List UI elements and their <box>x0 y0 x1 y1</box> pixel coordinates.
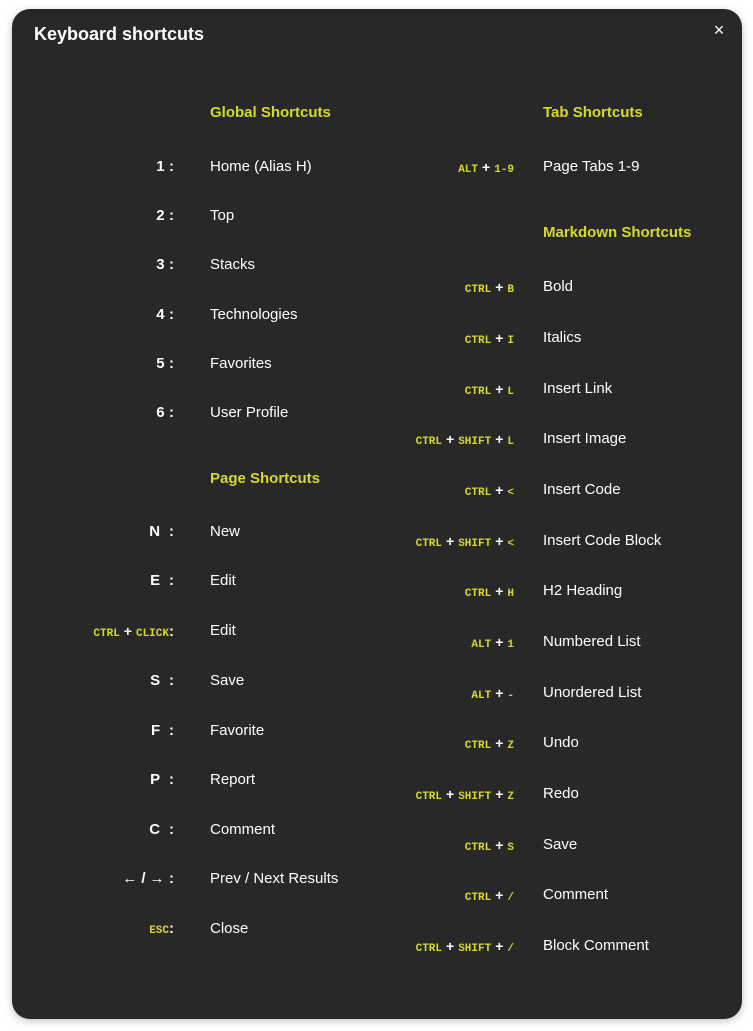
shortcut-key: ALT + 1-9 <box>458 159 514 176</box>
shortcut-key: F : <box>150 722 174 739</box>
shortcut-key: ALT + 1 <box>471 634 514 651</box>
arrow-right-icon: → <box>149 870 165 887</box>
shortcut-key: 3 : <box>156 256 174 273</box>
shortcut-description: Technologies <box>210 306 298 323</box>
shortcut-description: Page Tabs 1-9 <box>543 158 640 175</box>
shortcut-description: Unordered List <box>543 684 642 701</box>
shortcut-key: CTRL + L <box>464 381 514 398</box>
shortcut-description: Favorites <box>210 355 272 372</box>
shortcut-description: Comment <box>210 821 276 838</box>
shortcut-key: S : <box>150 672 174 689</box>
shortcut-description: Insert Link <box>543 380 613 397</box>
shortcut-key: CTRL + SHIFT + < <box>415 533 514 550</box>
shortcut-key: CTRL + Z <box>464 735 514 752</box>
shortcut-description: Favorite <box>210 722 265 739</box>
shortcut-key: CTRL + S <box>464 837 514 854</box>
shortcut-key: 1 : <box>156 158 174 175</box>
shortcut-key: C : <box>149 821 174 838</box>
shortcut-description: Insert Image <box>543 430 627 447</box>
shortcut-key: CTRL + SHIFT + L <box>415 431 514 448</box>
shortcut-description: Italics <box>543 329 582 346</box>
shortcut-description: Redo <box>543 785 579 802</box>
shortcut-description: Comment <box>543 886 609 903</box>
shortcut-key: CTRL + I <box>464 330 514 347</box>
shortcut-key: 2 : <box>156 207 174 224</box>
shortcut-description: Prev / Next Results <box>210 870 339 887</box>
shortcut-description: Home (Alias H) <box>210 158 312 175</box>
shortcut-key: CTRL + SHIFT + / <box>415 938 514 955</box>
shortcut-key: 6 : <box>156 404 174 421</box>
shortcut-description: Save <box>210 672 245 689</box>
arrow-left-icon: ← <box>122 870 138 887</box>
shortcut-key: E : <box>150 572 174 589</box>
global-shortcuts-heading: Global Shortcuts <box>210 104 331 121</box>
shortcut-description: Top <box>210 207 235 224</box>
shortcut-description: Save <box>543 836 578 853</box>
shortcut-description: Edit <box>210 572 236 589</box>
shortcut-description: Close <box>210 920 249 937</box>
shortcut-description: H2 Heading <box>543 582 623 599</box>
shortcut-key: CTRL + / <box>464 887 514 904</box>
close-icon[interactable]: × <box>713 20 725 40</box>
shortcut-key: N : <box>149 523 174 540</box>
shortcut-key: CTRL + CLICK: <box>93 623 174 640</box>
shortcut-description: Block Comment <box>543 937 649 954</box>
shortcut-key: CTRL + SHIFT + Z <box>415 786 514 803</box>
shortcut-key: 4 : <box>156 306 174 323</box>
shortcut-description: Bold <box>543 278 574 295</box>
markdown-shortcuts-heading: Markdown Shortcuts <box>543 224 692 241</box>
shortcut-key: CTRL + B <box>464 279 514 296</box>
shortcut-description: Undo <box>543 734 579 751</box>
shortcut-key: ESC: <box>149 920 174 937</box>
shortcut-description: User Profile <box>210 404 289 421</box>
shortcut-key: 5 : <box>156 355 174 372</box>
tab-shortcuts-heading: Tab Shortcuts <box>543 104 643 121</box>
shortcut-key: CTRL + < <box>464 482 514 499</box>
shortcut-description: Report <box>210 771 256 788</box>
shortcut-key: ALT + - <box>471 685 514 702</box>
shortcut-description: New <box>210 523 241 540</box>
dialog-title: Keyboard shortcuts <box>34 24 205 44</box>
shortcut-description: Stacks <box>210 256 256 273</box>
keyboard-shortcuts-dialog <box>12 9 742 1019</box>
shortcut-key: P : <box>150 771 174 788</box>
shortcut-description: Insert Code Block <box>543 532 662 549</box>
page-shortcuts-heading: Page Shortcuts <box>210 470 321 487</box>
shortcut-key: CTRL + H <box>464 583 514 600</box>
shortcut-description: Edit <box>210 622 236 639</box>
shortcut-description: Insert Code <box>543 481 621 498</box>
shortcut-key: ← / → : <box>122 870 174 887</box>
shortcut-description: Numbered List <box>543 633 641 650</box>
